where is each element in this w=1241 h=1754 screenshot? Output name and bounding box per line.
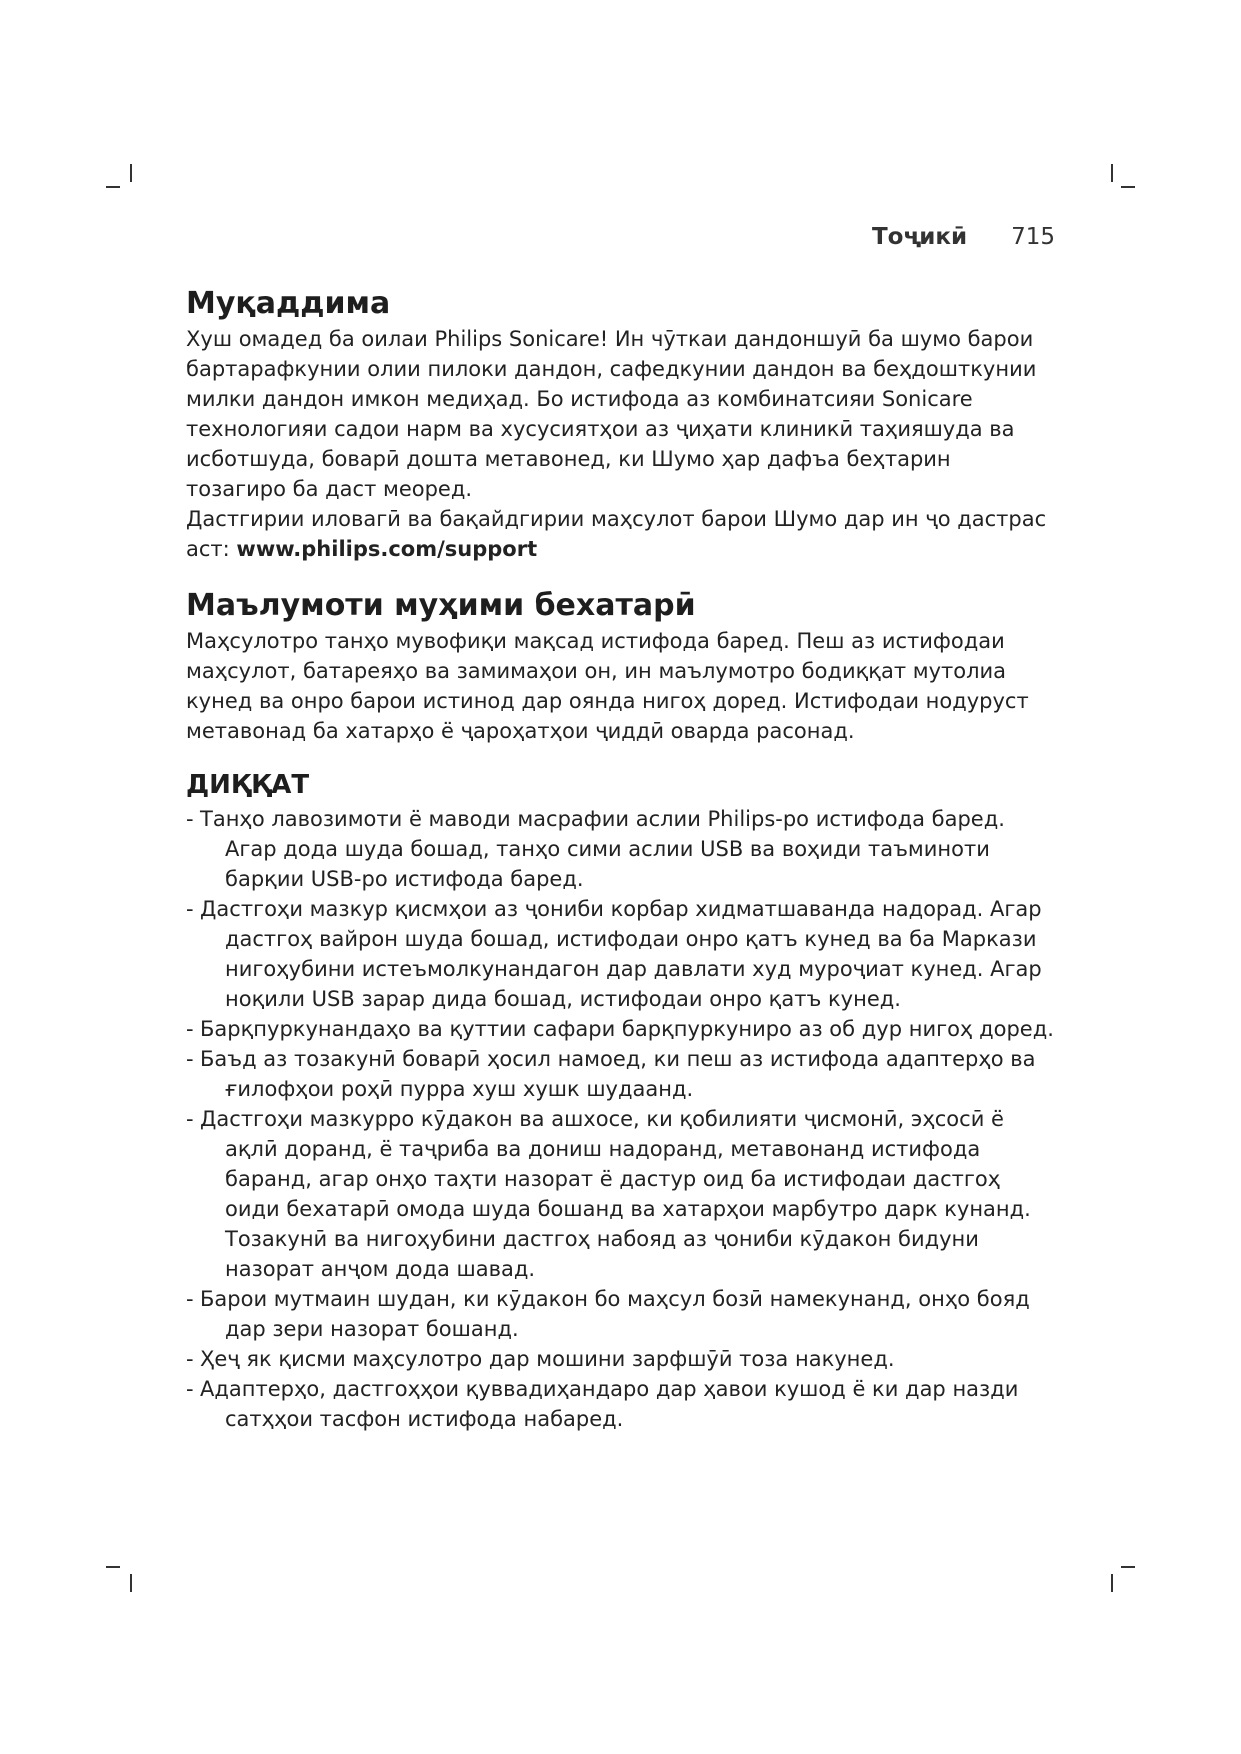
safety-section [186, 586, 1056, 746]
support-text: Дастгирии иловагӣ ва бақайдгирии маҳсулот барои Шумо дар ин ҷо дастрас аст: [186, 507, 1047, 561]
crop-mark-bottom-left-h [106, 1566, 120, 1568]
crop-mark-top-left-h [106, 186, 120, 188]
list-item: - Танҳо лавозимоти ё маводи масрафии аслии Philips-ро истифода баред. Агар дода шуда бошад, танҳо сими аслии USB ва воҳиди таъминоти барқии USB-ро истифода баред. [186, 807, 1005, 891]
list-item: - Ҳеҷ як қисми маҳсулотро дар мошини зарфшӯӣ тоза накунед. [186, 1347, 895, 1371]
safety-title: Маълумоти муҳими бехатарӣ [186, 588, 696, 623]
list-item: - Баъд аз тозакунӣ боварӣ ҳосил намоед, ки пеш аз истифода адаптерҳо ва ғилофҳои роҳӣ пурра хуш хушк шудаанд. [186, 1047, 1036, 1101]
list-item: - Адаптерҳо, дастгоҳҳои қуввадиҳандаро дар ҳавои кушод ё ки дар назди сатҳҳои тасфон истифода набаред. [186, 1377, 1019, 1431]
intro-section [186, 284, 1056, 564]
running-header [872, 222, 1055, 252]
list-item: - Дастгоҳи мазкур қисмҳои аз ҷониби корбар хидматшаванда надорад. Агар дастгоҳ вайрон шуда бошад, истифодаи онро қатъ кунед ва ба Маркази нигоҳубини истеъмолкунандагон дар давлати худ муроҷиат кунед. Агар ноқили USB зарар дида бошад, истифодаи онро қатъ кунед. [186, 897, 1042, 1011]
caution-list [186, 804, 1056, 1434]
list-item: - Барқпуркунандаҳо ва қуттии сафари барқпуркуниро аз об дур нигоҳ доред. [186, 1017, 1054, 1041]
header-language: Тоҷикӣ [871, 224, 968, 250]
page-number: 715 [1011, 224, 1055, 250]
safety-paragraph: Маҳсулотро танҳо мувофиқи мақсад истифода баред. Пеш аз истифодаи маҳсулот, батареяҳо ва замимаҳои он, ин маълумотро бодиққат мутолиа кунед ва онро барои истинод дар оянда нигоҳ доред. Истифодаи нодуруст метавонад ба хатарҳо ё ҷароҳатҳои ҷиддӣ оварда расонад. [186, 629, 1029, 743]
intro-paragraph: Хуш омадед ба оилаи Philips Sonicare! Ин чӯткаи дандоншуӣ ба шумо барои бартарафкунии олии пилоки дандон, сафедкунии дандон ва беҳдошткунии милки дандон имкон медиҳад. Бо истифода аз комбинатсияи Sonicare технологияи садои нарм ва хусусиятҳои аз ҷиҳати клиникӣ таҳияшуда ва исботшуда, боварӣ дошта метавонед, ки Шумо ҳар дафъа беҳтарин тозагиро ба даст меоред. [186, 327, 1037, 501]
crop-mark-bottom-right-h [1121, 1566, 1135, 1568]
list-item: - Дастгоҳи мазкурро кӯдакон ва ашхосе, ки қобилияти ҷисмонӣ, эҳсосӣ ё ақлӣ доранд, ё таҷриба ва дониш надоранд, метавонанд истифода баранд, агар онҳо таҳти назорат ё дастур оид ба истифодаи дастгоҳ оиди бехатарӣ омода шуда бошанд ва хатарҳои марбутро дарк кунанд. Тозакунӣ ва нигоҳубини дастгоҳ набояд аз ҷониби кӯдакон бидуни назорат анҷом дода шавад. [186, 1107, 1031, 1281]
crop-mark-bottom-left-v [130, 1574, 132, 1592]
caution-title: ДИҚҚАТ [186, 770, 310, 800]
caution-section [186, 768, 1056, 1434]
support-paragraph [186, 504, 1056, 564]
page-content [186, 284, 1056, 1434]
crop-mark-top-right-v [1111, 164, 1113, 182]
crop-mark-top-left-v [130, 164, 132, 182]
list-item: - Барои мутмаин шудан, ки кӯдакон бо маҳсул бозӣ намекунанд, онҳо бояд дар зери назорат бошанд. [186, 1287, 1030, 1341]
crop-mark-top-right-h [1121, 186, 1135, 188]
crop-mark-bottom-right-v [1111, 1574, 1113, 1592]
intro-title: Муқаддима [186, 286, 391, 321]
support-link[interactable]: www.philips.com/support [236, 537, 538, 561]
